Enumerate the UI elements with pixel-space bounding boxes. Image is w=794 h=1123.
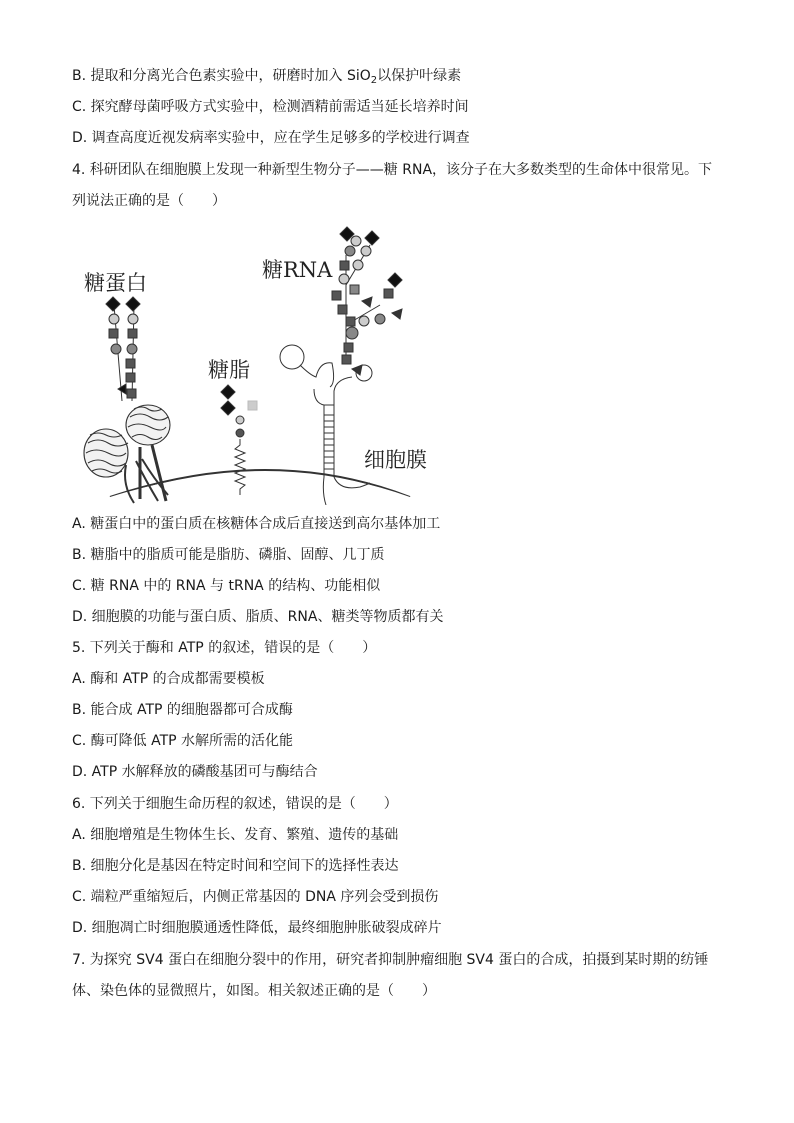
q3-option-d: D. 调查高度近视发病率实验中，应在学生足够多的学校进行调查 <box>72 130 470 146</box>
q6-option-a: A. 细胞增殖是生物体生长、发育、繁殖、遗传的基础 <box>72 827 399 843</box>
q4-stem-line1: 4. 科研团队在细胞膜上发现一种新型生物分子——糖 RNA，该分子在大多数类型的生命体中很常见。下 <box>72 162 713 178</box>
q4-figure-membrane-molecules <box>70 215 450 505</box>
label-glycolipid: 糖脂 <box>208 358 250 382</box>
glycorna-sugar-chain <box>332 227 402 375</box>
q5-option-a: A. 酶和 ATP 的合成都需要模板 <box>72 671 265 687</box>
q4-option-a: A. 糖蛋白中的蛋白质在核糖体合成后直接送到高尔基体加工 <box>72 516 441 532</box>
q7-stem-line1: 7. 为探究 SV4 蛋白在细胞分裂中的作用，研究者抑制肿瘤细胞 SV4 蛋白的合成，拍摄到某时期的纺锤 <box>72 952 709 968</box>
q3-option-b: B. 提取和分离光合色素实验中，研磨时加入 SiO$_2$以保护叶绿素 <box>72 68 462 86</box>
q3-option-c: C. 探究酵母菌呼吸方式实验中，检测酒精前需适当延长培养时间 <box>72 99 469 115</box>
q7-stem-line2: 体、染色体的显微照片，如图。相关叙述正确的是（ ） <box>72 983 436 999</box>
q6-option-d: D. 细胞凋亡时细胞膜通透性降低，最终细胞肿胀破裂成碎片 <box>72 920 442 936</box>
q4-option-d: D. 细胞膜的功能与蛋白质、脂质、RNA、糖类等物质都有关 <box>72 609 444 625</box>
q5-option-d: D. ATP 水解释放的磷酸基团可与酶结合 <box>72 764 318 780</box>
label-glycoprotein: 糖蛋白 <box>84 271 147 295</box>
label-membrane: 细胞膜 <box>364 448 427 472</box>
label-glycorna: 糖RNA <box>262 258 333 282</box>
q6-stem: 6. 下列关于细胞生命历程的叙述，错误的是（ ） <box>72 796 398 812</box>
q5-stem: 5. 下列关于酶和 ATP 的叙述，错误的是（ ） <box>72 640 377 656</box>
q6-option-c: C. 端粒严重缩短后，内侧正常基因的 DNA 序列会受到损伤 <box>72 889 439 905</box>
glycoprotein-sugar-chain <box>106 297 140 401</box>
q5-option-b: B. 能合成 ATP 的细胞器都可合成酶 <box>72 702 293 718</box>
q4-option-c: C. 糖 RNA 中的 RNA 与 tRNA 的结构、功能相似 <box>72 578 381 594</box>
q4-stem-line2: 列说法正确的是（ ） <box>72 193 226 209</box>
q4-option-b: B. 糖脂中的脂质可能是脂肪、磷脂、固醇、几丁质 <box>72 547 385 563</box>
q5-option-c: C. 酶可降低 ATP 水解所需的活化能 <box>72 733 294 749</box>
q6-option-b: B. 细胞分化是基因在特定时间和空间下的选择性表达 <box>72 858 399 874</box>
